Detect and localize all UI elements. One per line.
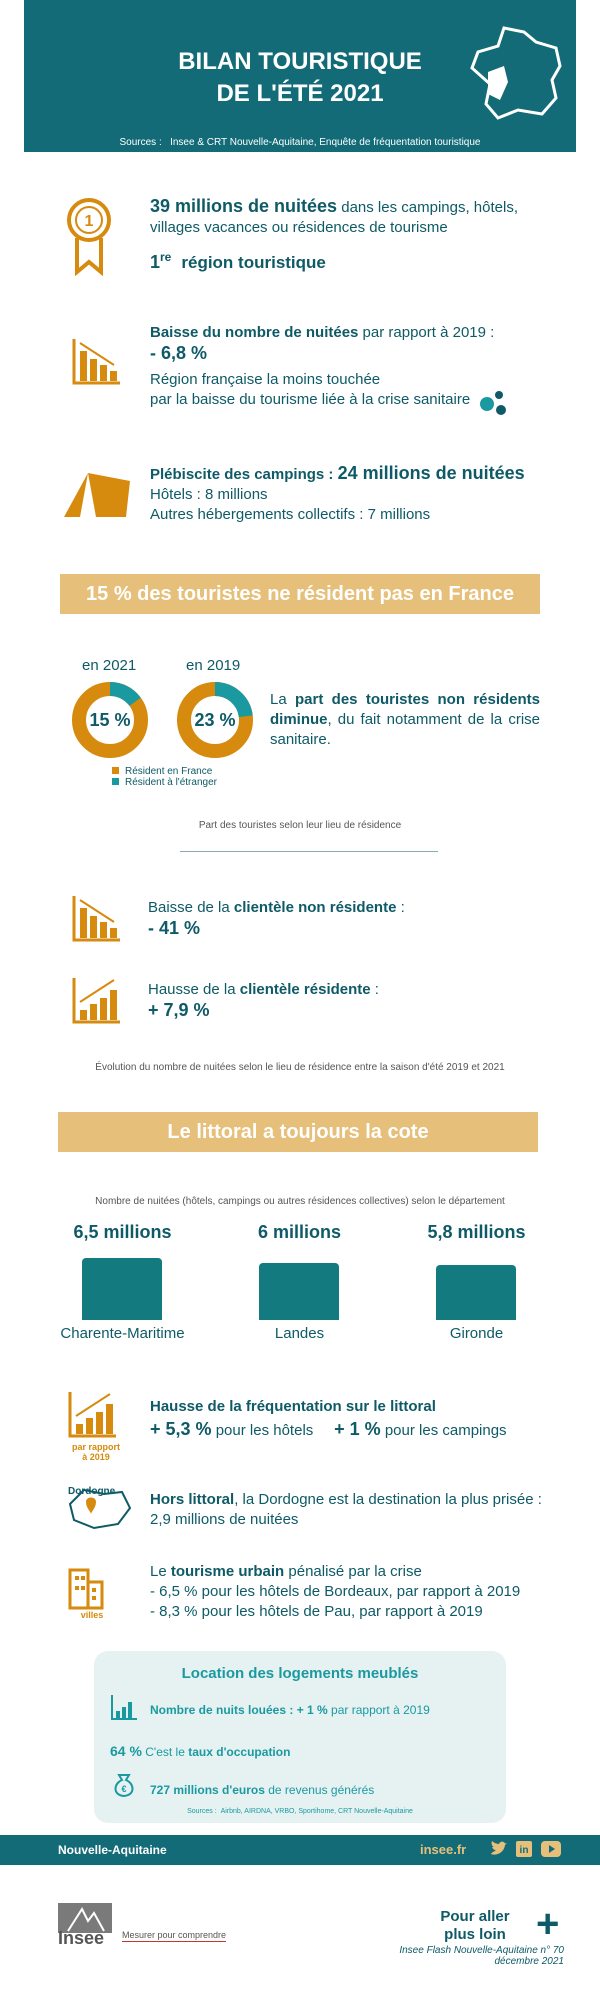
money-bag-icon: [110, 1771, 138, 1799]
medal-icon: [64, 196, 114, 276]
twitter-icon[interactable]: [490, 1841, 508, 1857]
evolution-non-residents: Baisse de la clientèle non résidente : - 41 %: [148, 899, 405, 938]
donut-2019-label: en 2019: [186, 657, 241, 674]
dordogne-icon-label: Dordogne: [68, 1486, 116, 1497]
building-icon: [66, 1566, 106, 1610]
donut-text: La part des touristes non résidents diminue, du fait notamment de la crise sanitaire.: [270, 691, 540, 748]
bar-chart-down-icon: [70, 335, 122, 387]
donut-caption: Part des touristes selon leur lieu de résidence: [198, 820, 402, 831]
title-line-2: DE L'ÉTÉ 2021: [216, 80, 384, 107]
donut-2021-label: en 2021: [82, 657, 137, 674]
title-line-1: BILAN TOURISTIQUE: [178, 48, 422, 75]
insee-link[interactable]: insee.fr: [420, 1842, 467, 1857]
bar-category-label: Landes: [274, 1325, 325, 1342]
bar-chart-up-icon: [66, 1388, 118, 1440]
bar-value-label: 6,5 millions: [73, 1222, 172, 1242]
donut-2021-value: 15 %: [89, 710, 131, 730]
location-panel: [94, 1651, 506, 1823]
svg-text:€: €: [121, 1784, 127, 1794]
insee-tagline: Mesurer pour comprendre: [122, 1930, 227, 1940]
evolution-caption: Évolution du nombre de nuitées selon le lieu de résidence entre la saison d'été 2019 et 2021: [95, 1062, 505, 1073]
legend: Résident en France Résident à l'étranger: [112, 766, 217, 788]
stat-campings: Plébiscite des campings : 24 millions de nuitées Hôtels : 8 millions Autres hébergements collectifs : 7 millions: [150, 463, 525, 523]
location-title: Location des logements meublés: [181, 1665, 419, 1682]
svg-text:1: 1: [84, 213, 94, 230]
location-nuits: Nombre de nuits louées : + 1 % par rapport à 2019: [150, 1703, 430, 1717]
bar-value-label: 6 millions: [257, 1222, 342, 1242]
legend-swatch-france: [112, 767, 119, 774]
stat-littoral: Hausse de la fréquentation sur le littoral + 5,3 % pour les hôtels + 1 % pour les campings: [150, 1398, 507, 1439]
pour-aller-plus-loin-link[interactable]: Pour aller plus loin: [440, 1908, 510, 1943]
bar-chart-down-icon: [70, 892, 122, 944]
france-map-icon: [464, 22, 568, 122]
location-occupation: 64 % C'est le taux d'occupation: [110, 1743, 291, 1759]
divider: [180, 851, 438, 852]
bar-category-label: Charente-Maritime: [60, 1325, 185, 1342]
insee-logo-text: Insee: [58, 1928, 105, 1948]
stat-urbain: Le tourisme urbain pénalisé par la crise - 6,5 % pour les hôtels de Bordeaux, par rapport à 2019 - 8,3 % pour les hôtels de Pau, par rapport à 2019: [150, 1563, 521, 1620]
header-sources: Sources : Insee & CRT Nouvelle-Aquitaine, Enquête de fréquentation touristique: [119, 137, 481, 148]
header-banner: [24, 0, 576, 152]
footer-region: Nouvelle-Aquitaine: [58, 1843, 167, 1857]
footer-bar: [0, 1835, 600, 1865]
banner-littoral: Le littoral a toujours la cote: [58, 1112, 538, 1152]
publication-ref: Insee Flash Nouvelle-Aquitaine n° 70 décembre 2021: [399, 1945, 564, 1967]
legend-swatch-etranger: [112, 778, 119, 785]
youtube-icon[interactable]: [541, 1841, 561, 1857]
bar-category-label: Gironde: [449, 1325, 504, 1342]
chart-caption: Nombre de nuitées (hôtels, campings ou autres résidences collectives) selon le département: [95, 1196, 505, 1207]
banner-non-residents: 15 % des touristes ne résident pas en France: [60, 574, 540, 614]
bar-chart-up-icon: [110, 1693, 138, 1721]
bar-chart: [60, 1222, 540, 1342]
virus-icon: [475, 388, 509, 418]
bar-gironde: [436, 1265, 516, 1320]
location-sources: Sources : Airbnb, AIRDNA, VRBO, Sportihome, CRT Nouvelle-Aquitaine: [187, 1808, 413, 1815]
littoral-icon-label: par rapport à 2019: [71, 1442, 120, 1462]
bar-charente-maritime: [82, 1258, 162, 1320]
rank-text: 1re région touristique: [150, 250, 326, 272]
bar-chart-up-icon: [70, 974, 122, 1026]
linkedin-icon[interactable]: [516, 1841, 532, 1857]
plus-icon[interactable]: +: [536, 1902, 560, 1946]
bar-value-label: 5,8 millions: [427, 1222, 526, 1242]
stat-baisse: Baisse du nombre de nuitées par rapport à 2019 : - 6,8 % Région française la moins touchée par la baisse du tourisme liée à la crise sanitaire: [150, 324, 495, 408]
stat-nuitees: 39 millions de nuitées dans les campings, hôtels, villages vacances ou résidences de tourisme 1re région touristique: [150, 196, 570, 273]
tent-icon: [60, 465, 134, 523]
stat-dordogne: Hors littoral, la Dordogne est la destination la plus prisée : 2,9 millions de nuitées: [150, 1491, 542, 1528]
donut-2019-value: 23 %: [194, 710, 236, 730]
evolution-residents: Hausse de la clientèle résidente : + 7,9 %: [148, 981, 379, 1020]
location-revenus: 727 millions d'euros de revenus générés: [150, 1783, 375, 1797]
bar-landes: [259, 1263, 339, 1320]
svg-text:in: in: [519, 1845, 529, 1856]
urbain-icon-label: villes: [80, 1610, 104, 1620]
